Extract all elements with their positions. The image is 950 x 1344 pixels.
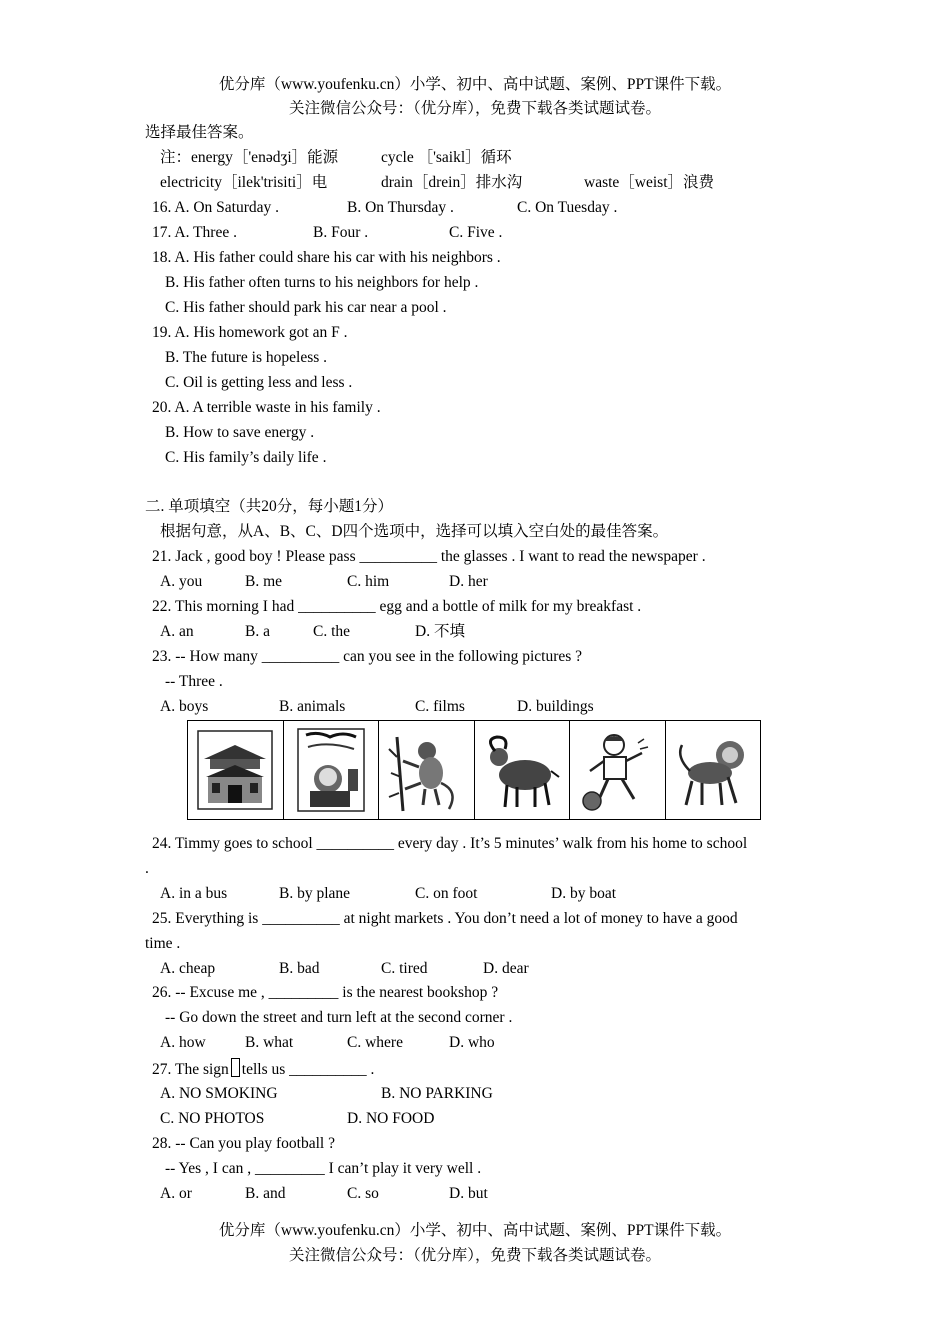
q20-option-a: 20. A. A terrible waste in his family . <box>152 399 381 416</box>
q24-stem-cont: . <box>145 860 149 877</box>
footer-line-1: 优分库（www.youfenku.cn）小学、初中、高中试题、案例、PPT课件下载。 <box>218 1222 732 1239</box>
ram-icon <box>479 727 565 813</box>
q28-option-a: A. or <box>160 1185 192 1202</box>
q21-option-c: C. him <box>347 573 390 590</box>
q25-option-d: D. dear <box>483 960 529 977</box>
q26-option-b: B. what <box>245 1034 294 1051</box>
q18-option-c: C. His father should park his car near a pool . <box>165 299 447 316</box>
harry-potter-book-picture <box>284 721 380 819</box>
q24-option-d: D. by boat <box>551 885 617 902</box>
q22-option-d: D. 不填 <box>415 623 465 640</box>
q21-stem: 21. Jack , good boy ! Please pass __________ the glasses . I want to read the newspaper . <box>152 548 706 565</box>
q26-reply: -- Go down the street and turn left at the second corner . <box>165 1009 513 1026</box>
q24-option-a: A. in a bus <box>160 885 228 902</box>
note-energy: 注：energy［'enədʒi］能源 <box>160 149 339 166</box>
q28-option-d: D. but <box>449 1185 488 1202</box>
q27-stem-pre: 27. The sign <box>152 1061 229 1078</box>
q26-stem: 26. -- Excuse me , _________ is the nearest bookshop ? <box>152 984 499 1001</box>
note-drain: drain［drein］排水沟 <box>381 174 523 191</box>
q22-option-a: A. an <box>160 623 194 640</box>
q21-option-a: A. you <box>160 573 203 590</box>
q23-reply: -- Three . <box>165 673 223 690</box>
section2-title: 二. 单项填空（共20分，每小题1分） <box>145 498 394 515</box>
q23-option-c: C. films <box>415 698 465 715</box>
q24-stem: 24. Timmy goes to school __________ every day . It’s 5 minutes’ walk from his home to school <box>152 835 748 852</box>
q26-option-d: D. who <box>449 1034 495 1051</box>
q24-option-c: C. on foot <box>415 885 478 902</box>
q25-option-b: B. bad <box>279 960 320 977</box>
building-icon <box>192 727 278 813</box>
sign-icon <box>231 1058 240 1077</box>
q20-option-b: B. How to save energy . <box>165 424 315 441</box>
q26-option-c: C. where <box>347 1034 403 1051</box>
q16-option-c: C. On Tuesday . <box>517 199 618 216</box>
boy-football-icon <box>574 727 660 813</box>
q28-stem: 28. -- Can you play football ? <box>152 1135 335 1152</box>
q28-reply: -- Yes , I can , _________ I can’t play it very well . <box>165 1160 482 1177</box>
q23-option-a: A. boys <box>160 698 209 715</box>
q16-option-b: B. On Thursday . <box>347 199 454 216</box>
q24-option-b: B. by plane <box>279 885 351 902</box>
q17-option-a: 17. A. Three . <box>152 224 237 241</box>
q18-option-a: 18. A. His father could share his car with his neighbors . <box>152 249 501 266</box>
section2-instruction: 根据句意，从A、B、C、D四个选项中，选择可以填入空白处的最佳答案。 <box>160 523 669 540</box>
building-picture <box>188 721 284 819</box>
q25-stem: 25. Everything is __________ at night markets . You don’t need a lot of money to have a good <box>152 910 738 927</box>
q25-stem-cont: time . <box>145 935 181 952</box>
q27-option-b: B. NO PARKING <box>381 1085 493 1102</box>
q21-option-d: D. her <box>449 573 488 590</box>
q27-option-a: A. NO SMOKING <box>160 1085 278 1102</box>
footer-line-2: 关注微信公众号：（优分库），免费下载各类试题试卷。 <box>288 1247 661 1264</box>
note-electricity: electricity［ilek'trisiti］电 <box>160 174 328 191</box>
lion-icon <box>670 727 756 813</box>
q23-option-b: B. animals <box>279 698 346 715</box>
q27-option-c: C. NO PHOTOS <box>160 1110 265 1127</box>
lion-picture <box>666 721 761 819</box>
q27-stem-post: tells us __________ . <box>241 1061 375 1078</box>
q25-option-c: C. tired <box>381 960 428 977</box>
boy-football-picture <box>570 721 666 819</box>
monkey-icon <box>383 727 469 813</box>
q19-option-c: C. Oil is getting less and less . <box>165 374 353 391</box>
q19-option-b: B. The future is hopeless . <box>165 349 328 366</box>
q20-option-c: C. His family’s daily life . <box>165 449 327 466</box>
q16-option-a: 16. A. On Saturday . <box>152 199 280 216</box>
q18-option-b: B. His father often turns to his neighbors for help . <box>165 274 479 291</box>
monkey-picture <box>379 721 475 819</box>
listening-instruction: 选择最佳答案。 <box>145 124 254 141</box>
note-cycle: cycle ［'saikl］循环 <box>381 149 512 166</box>
q19-option-a: 19. A. His homework got an F . <box>152 324 348 341</box>
q23-option-d: D. buildings <box>517 698 594 715</box>
header-line-1: 优分库（www.youfenku.cn）小学、初中、高中试题、案例、PPT课件下载。 <box>218 76 732 93</box>
q28-option-b: B. and <box>245 1185 286 1202</box>
q26-option-a: A. how <box>160 1034 206 1051</box>
q23-stem: 23. -- How many __________ can you see in the following pictures ? <box>152 648 583 665</box>
q27-stem <box>152 1058 374 1080</box>
sheep-picture <box>475 721 571 819</box>
q25-option-a: A. cheap <box>160 960 216 977</box>
q17-option-b: B. Four . <box>313 224 369 241</box>
q28-option-c: C. so <box>347 1185 379 1202</box>
picture-strip <box>187 720 761 820</box>
q21-option-b: B. me <box>245 573 283 590</box>
q17-option-c: C. Five . <box>449 224 503 241</box>
q22-option-b: B. a <box>245 623 270 640</box>
book-icon <box>288 727 374 813</box>
q22-stem: 22. This morning I had __________ egg and a bottle of milk for my breakfast . <box>152 598 642 615</box>
q22-option-c: C. the <box>313 623 351 640</box>
note-waste: waste［weist］浪费 <box>584 174 715 191</box>
header-line-2: 关注微信公众号：（优分库），免费下载各类试题试卷。 <box>288 100 661 117</box>
q27-option-d: D. NO FOOD <box>347 1110 435 1127</box>
